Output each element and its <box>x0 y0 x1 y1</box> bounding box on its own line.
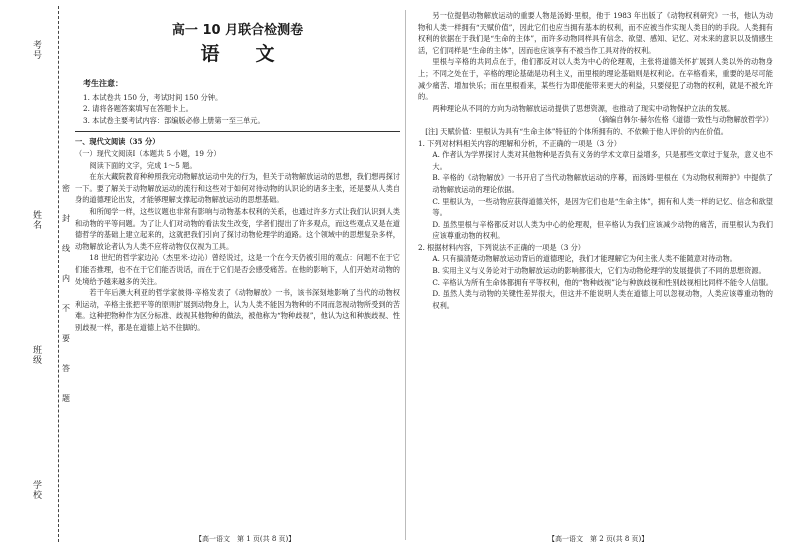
subject-title: 语文 <box>200 43 311 65</box>
question-option: D. 虽然人类与动物的关键性差异很大，但这并不能说明人类在道德上可以忽视动物，人类应该尊重动物的权利。 <box>432 289 773 310</box>
reading-paragraph: 两种理论从不同的方向为动物解放运动提供了思想资源，也推动了现实中动物保护立法的发展。 <box>432 103 735 113</box>
page-footer-left: 【高一语文 第 1 页(共 8 页)】 <box>195 535 296 543</box>
reading-heading: （一）现代文阅读Ⅰ（本题共 5 小题，19 分） <box>75 148 221 158</box>
reading-paragraph: 在东大藏院教育种种照我完动物解放运动中先的行为，但关于动物解放运动的思想，我们想再探讨一下。要了解关于动物解放运动的流行和这些对于如何对待动物的认识论的诸多主张，还是要从人类自身的道德理论出发，才能够理解支撑起动物解放运动的思想基础。 <box>75 172 400 205</box>
question-option: C. 辛格认为所有生命体都拥有平等权利，他的“物种歧视”论与种族歧视和性别歧视相比同样不能令人信服。 <box>432 277 773 287</box>
seal-char: 题 <box>62 394 70 403</box>
reading-paragraph: 和所闻学一样，这些议题也非常有影响与动物基本权利的关系，也通过许多方式让我们认识到人类和动物的平等问题。为了让人们对动物的看法发生改变，学者们提出了许多观点，而这些观点又是在道德哲学的基础上建立起来的，这就把我们引向了探讨动物伦理学的道路。这个领域中的思想复杂多样，动物解放论者认为人类不应将动物仅仅视为工具。 <box>75 206 400 251</box>
binding-margin <box>0 0 70 548</box>
page-one <box>75 10 400 333</box>
seal-line <box>58 6 59 542</box>
notice-title: 考生注意： <box>83 78 123 88</box>
seal-char: 内 <box>62 274 70 283</box>
reading-paragraph: 18 世纪的哲学家边沁（杰里米·边沁）曾经说过，这是一个在今天仍被引用的观点：问题不在于它们能否推理，也不在于它们能否说话，而在于它们是否会感受痛苦。在他的影响下，人们开始对动物的处境给予越来越多的关注。 <box>75 253 400 286</box>
page-divider <box>405 10 406 540</box>
notice-list <box>83 92 400 127</box>
question-option: C. 里根认为，一些动物应获得道德关怀，是因为它们也是“生命主体”，拥有和人类一样的记忆、信念和欲望等。 <box>432 196 773 218</box>
question-option: D. 虽然里根与辛格都反对以人类为中心的伦理观，但辛格认为我们应该减少动物的痛苦，而里根认为我们应该尊重动物的权利。 <box>432 219 773 241</box>
school-label: 学校 <box>31 480 41 500</box>
seal-char: 封 <box>62 214 70 223</box>
page-footer-right: 【高一语文 第 2 页(共 8 页)】 <box>548 535 649 543</box>
notice-item: 2. 请将各题答案填写在答题卡上。 <box>83 104 193 114</box>
seal-char: 线 <box>62 244 70 253</box>
question-option: A. 作者认为学界探讨人类对其他物种是否负有义务的学术文章日益增多，只是那些文章过于复杂，意义也不大。 <box>432 150 773 171</box>
question-option: B. 实用主义与义务论对于动物解放运动的影响都很大，它们为动物伦理学的发展提供了不同的思想资源。 <box>432 266 766 276</box>
exam-number-label: 考号 <box>31 40 41 60</box>
seal-char: 要 <box>62 334 70 343</box>
notice-item: 1. 本试卷共 150 分，考试时间 150 分钟。 <box>83 92 223 102</box>
reading-paragraph: 里根与辛格的共同点在于，他们都反对以人类为中心的伦理观，主张将道德关怀扩展到人类以外的动物身上；不同之处在于，辛格的理论基础是功利主义，而里根的理论基础则是权利论。在辛格看来，重要的是尽可能减少痛苦、增加快乐；而在里根看来，某些行为即使能带来更大的利益，只要侵犯了动物的权利，就是不被允许的。 <box>418 57 773 102</box>
section-title: 一、现代文阅读（35 分） <box>75 137 160 147</box>
seal-char: 不 <box>62 304 70 313</box>
question-stem: 1. 下列对材料相关内容的理解和分析，不正确的一项是（3 分） <box>418 138 621 148</box>
question-option: A. 只有搞清楚动物解放运动背后的道德理论，我们才能理解它为何主张人类不能随意对待动物。 <box>432 254 737 264</box>
exam-title: 高一 10 月联合检测卷 <box>171 23 304 38</box>
question-option: B. 辛格的《动物解放》一书开启了当代动物解放运动的序幕，而汤姆·里根在《为动物权利辩护》中提供了动物解放运动的理论依据。 <box>432 173 773 194</box>
footnote: [注] 天赋价值：里根认为具有“生命主体”特征的个体所拥有的、不依赖于他人评价的内在价值。 <box>425 126 728 136</box>
name-label: 姓名 <box>31 210 41 230</box>
question-stem: 2. 根据材料内容，下列说法不正确的一项是（3 分） <box>418 242 585 252</box>
seal-char: 答 <box>62 364 70 373</box>
notice-divider <box>75 131 400 132</box>
page-two <box>418 10 773 311</box>
source-citation: （摘编自韩尔·赫尔佐格《道德一致性与动物解放哲学》） <box>594 115 773 125</box>
class-label: 班级 <box>31 345 41 365</box>
reading-paragraph: 若干年后澳大利亚的哲学家彼得·辛格发表了《动物解放》一书，该书深刻地影响了当代的动物权利运动，辛格主张把平等的原则扩展到动物身上，认为人类不能因为物种的不同而忽视动物所受到的苦难。这种把物种作为区分标准、歧视其他物种的做法，被他称为“物种歧视”，他认为这和种族歧视、性别歧视一样，都是在道德上站不住脚的。 <box>75 288 400 332</box>
reading-instruction: 阅读下面的文字，完成 1～5 题。 <box>89 160 197 170</box>
seal-char: 密 <box>62 184 70 193</box>
notice-item: 3. 本试卷主要考试内容：部编版必修上册第一至三单元。 <box>83 115 265 125</box>
reading-paragraph: 另一位提倡动物解放运动的重要人物是汤姆·里根，他于 1983 年出版了《动物权利研究》一书，他认为动物和人类一样拥有“天赋价值”，因此它们也应当拥有基本的权利，而不应被当作实现人类目的的手段。人类拥有权利的依据在于我们是“生命的主体”，而许多动物同样具有信念、欲望、感知、记忆、对未来的意识以及情感生活，它们同样是“生命的主体”，因而也应该享有不被当作工具对待的权利。 <box>418 11 773 55</box>
